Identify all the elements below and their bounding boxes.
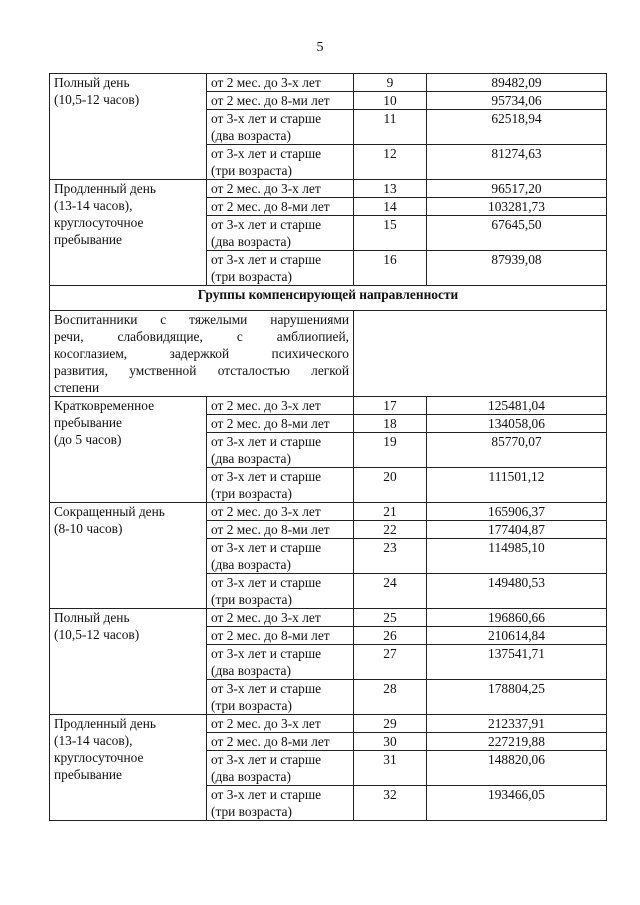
text-line: степени: [54, 380, 100, 395]
text-line: от 3-х лет и старше: [211, 217, 322, 232]
text-line: от 3-х лет и старше: [211, 111, 322, 126]
row-number-cell: 28: [354, 680, 427, 715]
age-group-cell: [207, 216, 354, 251]
table-row: [50, 715, 607, 733]
text-line: Продленный день: [54, 716, 156, 731]
empty-cell: [354, 311, 607, 397]
row-number-cell: 31: [354, 751, 427, 786]
table-block-general: [50, 74, 607, 286]
text-line: от 3-х лет и старше: [211, 434, 322, 449]
text-line: речи, слабовидящие, с амблиопией,: [54, 329, 349, 344]
section-title: Группы компенсирующей направленности: [50, 286, 607, 311]
text-line: (два возраста): [211, 451, 291, 466]
cost-cell: 62518,94: [427, 110, 607, 145]
text-line: от 2 мес. до 3-х лет: [211, 716, 321, 731]
table-row: [50, 503, 607, 521]
cost-cell: 178804,25: [427, 680, 607, 715]
age-group-cell: [207, 715, 354, 733]
cost-cell: 125481,04: [427, 397, 607, 415]
text-line: (два возраста): [211, 234, 291, 249]
row-number-cell: 24: [354, 574, 427, 609]
row-number-cell: 29: [354, 715, 427, 733]
text-line: (13-14 часов),: [54, 198, 133, 213]
age-group-cell: [207, 433, 354, 468]
age-group-cell: [207, 468, 354, 503]
age-group-cell: [207, 751, 354, 786]
text-line: Продленный день: [54, 181, 156, 196]
age-group-cell: [207, 786, 354, 821]
age-group-cell: [207, 609, 354, 627]
text-line: пребывание: [54, 232, 122, 247]
age-group-cell: [207, 251, 354, 286]
cost-cell: 137541,71: [427, 645, 607, 680]
text-line: развития, умственной отсталостью легкой: [54, 363, 349, 378]
cost-cell: 87939,08: [427, 251, 607, 286]
text-line: от 2 мес. до 8-ми лет: [211, 93, 330, 108]
table-row: [50, 397, 607, 415]
text-line: Полный день: [54, 75, 130, 90]
age-group-cell: [207, 539, 354, 574]
row-number-cell: 21: [354, 503, 427, 521]
regime-cell: [50, 503, 207, 609]
text-line: от 2 мес. до 3-х лет: [211, 75, 321, 90]
cost-cell: 89482,09: [427, 74, 607, 92]
text-line: круглосуточное: [54, 750, 144, 765]
table-row: [50, 74, 607, 92]
cost-cell: 114985,10: [427, 539, 607, 574]
text-line: от 3-х лет и старше: [211, 575, 322, 590]
age-group-cell: [207, 198, 354, 216]
text-line: Воспитанники с тяжелыми нарушениями: [54, 312, 349, 327]
age-group-cell: [207, 680, 354, 715]
text-line: (до 5 часов): [54, 432, 122, 447]
table-row: [50, 180, 607, 198]
row-number-cell: 12: [354, 145, 427, 180]
age-group-cell: [207, 180, 354, 198]
text-line: Полный день: [54, 610, 130, 625]
age-group-cell: [207, 645, 354, 680]
text-line: (8-10 часов): [54, 521, 123, 536]
text-line: от 2 мес. до 3-х лет: [211, 398, 321, 413]
table-row: [50, 609, 607, 627]
cost-cell: 196860,66: [427, 609, 607, 627]
row-number-cell: 23: [354, 539, 427, 574]
row-number-cell: 17: [354, 397, 427, 415]
cost-cell: 111501,12: [427, 468, 607, 503]
text-line: (три возраста): [211, 163, 292, 178]
text-line: пребывание: [54, 415, 122, 430]
row-number-cell: 15: [354, 216, 427, 251]
text-line: от 2 мес. до 3-х лет: [211, 610, 321, 625]
row-number-cell: 10: [354, 92, 427, 110]
row-number-cell: 22: [354, 521, 427, 539]
text-line: от 2 мес. до 8-ми лет: [211, 199, 330, 214]
row-number-cell: 25: [354, 609, 427, 627]
text-line: от 3-х лет и старше: [211, 681, 322, 696]
regime-cell: [50, 397, 207, 503]
regime-cell: [50, 609, 207, 715]
row-number-cell: 19: [354, 433, 427, 468]
tariff-table: [49, 73, 607, 821]
text-line: от 2 мес. до 3-х лет: [211, 504, 321, 519]
regime-cell: [50, 715, 207, 821]
text-line: от 2 мес. до 8-ми лет: [211, 522, 330, 537]
table-row: [50, 311, 607, 397]
row-number-cell: 11: [354, 110, 427, 145]
cost-cell: 227219,88: [427, 733, 607, 751]
text-line: (три возраста): [211, 592, 292, 607]
age-group-cell: [207, 503, 354, 521]
text-line: от 2 мес. до 8-ми лет: [211, 416, 330, 431]
text-line: от 3-х лет и старше: [211, 252, 322, 267]
cost-cell: 96517,20: [427, 180, 607, 198]
age-group-cell: [207, 145, 354, 180]
row-number-cell: 14: [354, 198, 427, 216]
table-section-header: [50, 286, 607, 397]
age-group-cell: [207, 92, 354, 110]
text-line: от 2 мес. до 8-ми лет: [211, 628, 330, 643]
text-line: от 3-х лет и старше: [211, 646, 322, 661]
text-line: от 3-х лет и старше: [211, 540, 322, 555]
cost-cell: 67645,50: [427, 216, 607, 251]
cost-cell: 177404,87: [427, 521, 607, 539]
text-line: (два возраста): [211, 663, 291, 678]
age-group-cell: [207, 574, 354, 609]
cost-cell: 212337,91: [427, 715, 607, 733]
row-number-cell: 13: [354, 180, 427, 198]
row-number-cell: 18: [354, 415, 427, 433]
text-line: от 3-х лет и старше: [211, 787, 322, 802]
age-group-cell: [207, 397, 354, 415]
group-description: [50, 311, 354, 397]
text-line: от 3-х лет и старше: [211, 469, 322, 484]
text-line: (два возраста): [211, 557, 291, 572]
text-line: (два возраста): [211, 769, 291, 784]
age-group-cell: [207, 74, 354, 92]
row-number-cell: 30: [354, 733, 427, 751]
page-number: 5: [316, 40, 324, 55]
text-line: от 2 мес. до 3-х лет: [211, 181, 321, 196]
cost-cell: 95734,06: [427, 92, 607, 110]
text-line: (10,5-12 часов): [54, 92, 140, 107]
text-line: (13-14 часов),: [54, 733, 133, 748]
table-block-compensating: [50, 397, 607, 821]
row-number-cell: 9: [354, 74, 427, 92]
cost-cell: 103281,73: [427, 198, 607, 216]
regime-cell: [50, 180, 207, 286]
text-line: косоглазием, задержкой психического: [54, 346, 349, 361]
cost-cell: 149480,53: [427, 574, 607, 609]
cost-cell: 193466,05: [427, 786, 607, 821]
regime-cell: [50, 74, 207, 180]
text-line: от 3-х лет и старше: [211, 752, 322, 767]
text-line: Кратковременное: [54, 398, 155, 413]
text-line: (три возраста): [211, 269, 292, 284]
cost-cell: 134058,06: [427, 415, 607, 433]
text-line: (три возраста): [211, 698, 292, 713]
cost-cell: 148820,06: [427, 751, 607, 786]
text-line: (три возраста): [211, 486, 292, 501]
age-group-cell: [207, 627, 354, 645]
text-line: пребывание: [54, 767, 122, 782]
row-number-cell: 26: [354, 627, 427, 645]
cost-cell: 210614,84: [427, 627, 607, 645]
text-line: (два возраста): [211, 128, 291, 143]
table-row: [50, 286, 607, 311]
cost-cell: 81274,63: [427, 145, 607, 180]
text-line: (три возраста): [211, 804, 292, 819]
text-line: от 2 мес. до 8-ми лет: [211, 734, 330, 749]
row-number-cell: 20: [354, 468, 427, 503]
text-line: (10,5-12 часов): [54, 627, 140, 642]
age-group-cell: [207, 415, 354, 433]
cost-cell: 85770,07: [427, 433, 607, 468]
text-line: от 3-х лет и старше: [211, 146, 322, 161]
row-number-cell: 16: [354, 251, 427, 286]
age-group-cell: [207, 521, 354, 539]
row-number-cell: 32: [354, 786, 427, 821]
age-group-cell: [207, 110, 354, 145]
row-number-cell: 27: [354, 645, 427, 680]
text-line: круглосуточное: [54, 215, 144, 230]
text-line: Сокращенный день: [54, 504, 165, 519]
age-group-cell: [207, 733, 354, 751]
cost-cell: 165906,37: [427, 503, 607, 521]
